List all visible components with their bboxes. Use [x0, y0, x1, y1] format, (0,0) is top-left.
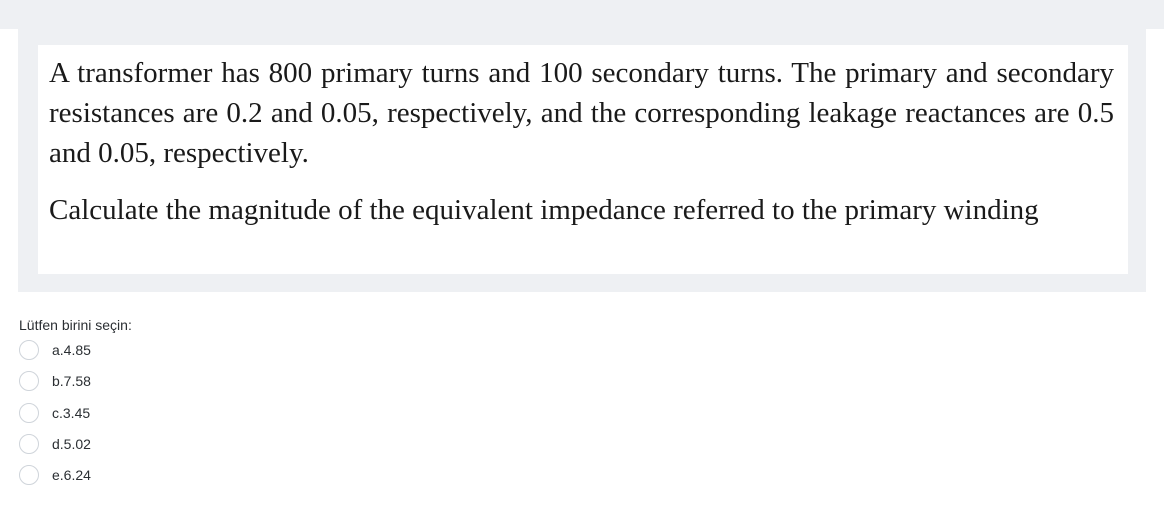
radio-button[interactable] — [19, 465, 39, 485]
answer-option-label: d.5.02 — [52, 436, 91, 452]
top-strip — [0, 0, 1164, 29]
answer-option-label: a.4.85 — [52, 342, 91, 358]
answer-option-label: b.7.58 — [52, 373, 91, 389]
question-instruction: Calculate the magnitude of the equivalent impedance referred to the primary winding — [49, 194, 1039, 226]
answer-option-label: c.3.45 — [52, 405, 91, 421]
answer-option-a[interactable] — [19, 340, 319, 362]
radio-button[interactable] — [19, 371, 39, 391]
question-text: A transformer has 800 primary turns and 100 secondary turns. The primary and secondary resistances are 0.2 and 0.05, respectively, and the corresponding leakage reactances are 0.5 and 0.05, respectively. — [49, 57, 1114, 169]
answer-option-c[interactable] — [19, 403, 319, 425]
radio-button[interactable] — [19, 340, 39, 360]
answer-option-label: e.6.24 — [52, 467, 91, 483]
radio-button[interactable] — [19, 403, 39, 423]
select-prompt: Lütfen birini seçin: — [19, 317, 132, 333]
answer-option-d[interactable] — [19, 434, 319, 456]
radio-button[interactable] — [19, 434, 39, 454]
answer-option-b[interactable] — [19, 371, 319, 393]
answer-option-e[interactable] — [19, 465, 319, 487]
